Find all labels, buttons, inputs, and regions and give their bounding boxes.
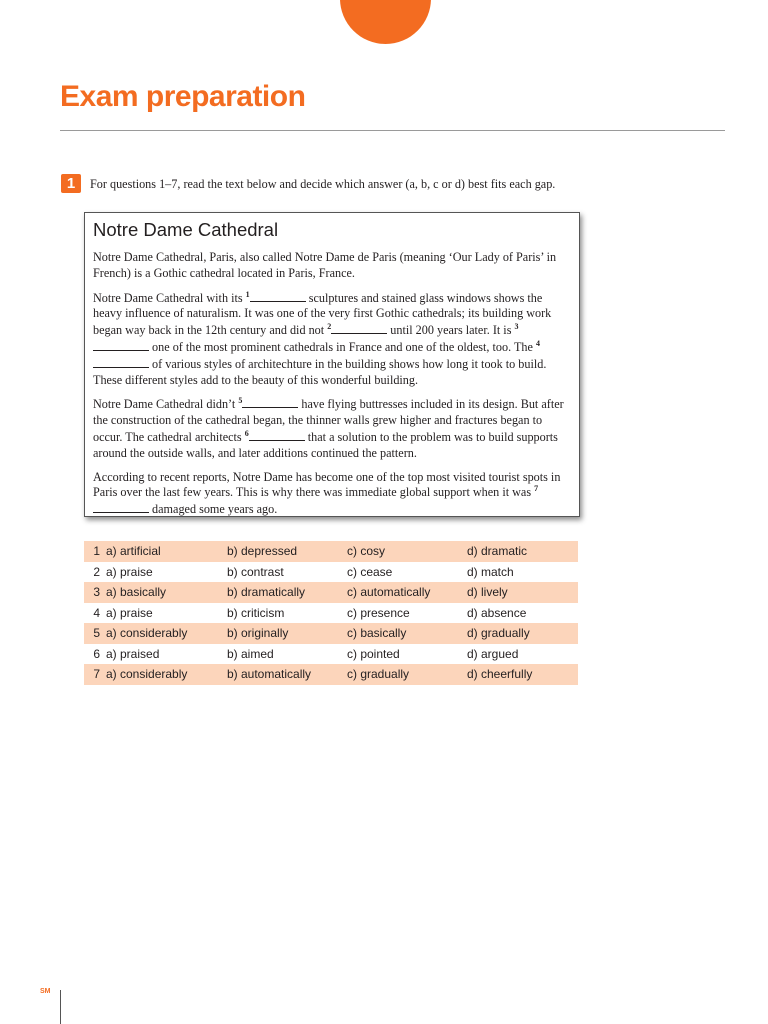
text-segment: that a solution to the problem was to build supports around the outside walls, and later additions continued the pattern. <box>93 429 558 460</box>
option-a: a) basically <box>106 582 227 603</box>
text-segment: damaged some years ago. <box>149 502 278 517</box>
table-row <box>84 664 578 685</box>
option-c: c) gradually <box>347 664 467 685</box>
option-b: b) aimed <box>227 646 274 661</box>
text-title: Notre Dame Cathedral <box>93 219 279 240</box>
option-c: c) basically <box>347 623 467 644</box>
gap-number: 6 <box>244 428 249 438</box>
table-row <box>84 644 578 665</box>
gap-number: 5 <box>238 396 243 406</box>
text-segment: Notre Dame Cathedral didn’t <box>93 397 239 412</box>
gap-blank-7 <box>93 501 149 513</box>
gap-blank-5 <box>242 396 298 408</box>
option-a: a) praise <box>106 564 153 579</box>
paragraph-1: Notre Dame Cathedral, Paris, also called Notre Dame de Paris (meaning ‘Our Lady of Paris’ in French) is a Gothic cathedral located in Paris, France. <box>93 250 557 280</box>
folio-divider <box>60 990 61 1024</box>
text-segment: According to recent reports, Notre Dame has become one of the top most visited tourist spots in Paris over the last few years. This is why there was immediate global support when it was <box>93 469 561 500</box>
option-a: a) praise <box>106 605 153 620</box>
decorative-circle <box>340 0 431 44</box>
option-b: b) originally <box>227 623 347 644</box>
table-row <box>84 541 578 562</box>
answer-options-table <box>84 541 578 685</box>
gap-number: 3 <box>514 322 519 332</box>
question-instruction: For questions 1–7, read the text below and decide which answer (a, b, c or d) best fits each gap. <box>90 177 556 191</box>
option-b: b) dramatically <box>227 582 347 603</box>
table-row <box>84 623 578 644</box>
option-b: b) automatically <box>227 664 347 685</box>
gap-blank-3 <box>93 339 149 351</box>
option-a: a) considerably <box>106 623 227 644</box>
item-number: 3 <box>84 582 106 603</box>
text-segment: Notre Dame Cathedral with its <box>93 290 246 305</box>
option-c: c) cosy <box>347 541 467 562</box>
item-number: 4 <box>93 605 100 620</box>
text-segment: until 200 years later. It is <box>387 323 515 338</box>
gap-blank-1 <box>250 290 306 302</box>
folio-mark: SM <box>40 988 51 995</box>
gap-number: 4 <box>535 338 540 348</box>
item-number: 5 <box>84 623 106 644</box>
page-title: Exam preparation <box>60 80 306 113</box>
text-segment: of various styles of architechture in the building shows how long it took to build. These different styles add to the beauty of this wonderful building. <box>93 356 547 387</box>
option-d: d) argued <box>467 646 519 661</box>
option-b: b) criticism <box>227 605 285 620</box>
option-a: a) artificial <box>106 541 227 562</box>
option-d: d) absence <box>467 605 527 620</box>
item-number: 6 <box>93 646 100 661</box>
text-segment: one of the most prominent cathedrals in France and one of the oldest, too. The <box>149 339 536 354</box>
gap-number: 2 <box>327 322 332 332</box>
paragraph-2 <box>93 290 571 389</box>
option-d: d) match <box>467 564 514 579</box>
option-d: d) cheerfully <box>467 664 578 685</box>
gap-blank-2 <box>331 322 387 334</box>
item-number: 2 <box>93 564 100 579</box>
gap-blank-6 <box>249 429 305 441</box>
option-d: d) dramatic <box>467 541 578 562</box>
option-c: c) automatically <box>347 582 467 603</box>
gap-number: 1 <box>245 289 250 299</box>
option-c: c) cease <box>347 564 393 579</box>
question-number-badge: 1 <box>61 174 81 193</box>
table-row <box>84 582 578 603</box>
gap-blank-4 <box>93 356 149 368</box>
option-a: a) praised <box>106 646 160 661</box>
title-divider <box>60 130 725 131</box>
paragraph-4 <box>93 470 571 518</box>
option-d: d) lively <box>467 582 578 603</box>
gap-number: 7 <box>534 484 539 494</box>
item-number: 1 <box>84 541 106 562</box>
option-a: a) considerably <box>106 664 227 685</box>
table-row <box>84 603 578 624</box>
text-segment: have flying buttresses included in its design. But after the construction of the cathedral began, the thinner walls grew higher and fractures began to occur. The cathedral architects <box>93 397 564 444</box>
option-c: c) pointed <box>347 646 400 661</box>
option-b: b) contrast <box>227 564 284 579</box>
option-d: d) gradually <box>467 623 578 644</box>
paragraph-3 <box>93 396 571 461</box>
option-c: c) presence <box>347 605 410 620</box>
text-segment: sculptures and stained glass windows shows the heavy influence of naturalism. It was one of the very first Gothic cathedrals; its building work began way back in the 12th century and did not <box>93 290 552 338</box>
table-row <box>84 562 578 583</box>
reading-text-box <box>84 212 580 517</box>
item-number: 7 <box>84 664 106 685</box>
option-b: b) depressed <box>227 541 347 562</box>
